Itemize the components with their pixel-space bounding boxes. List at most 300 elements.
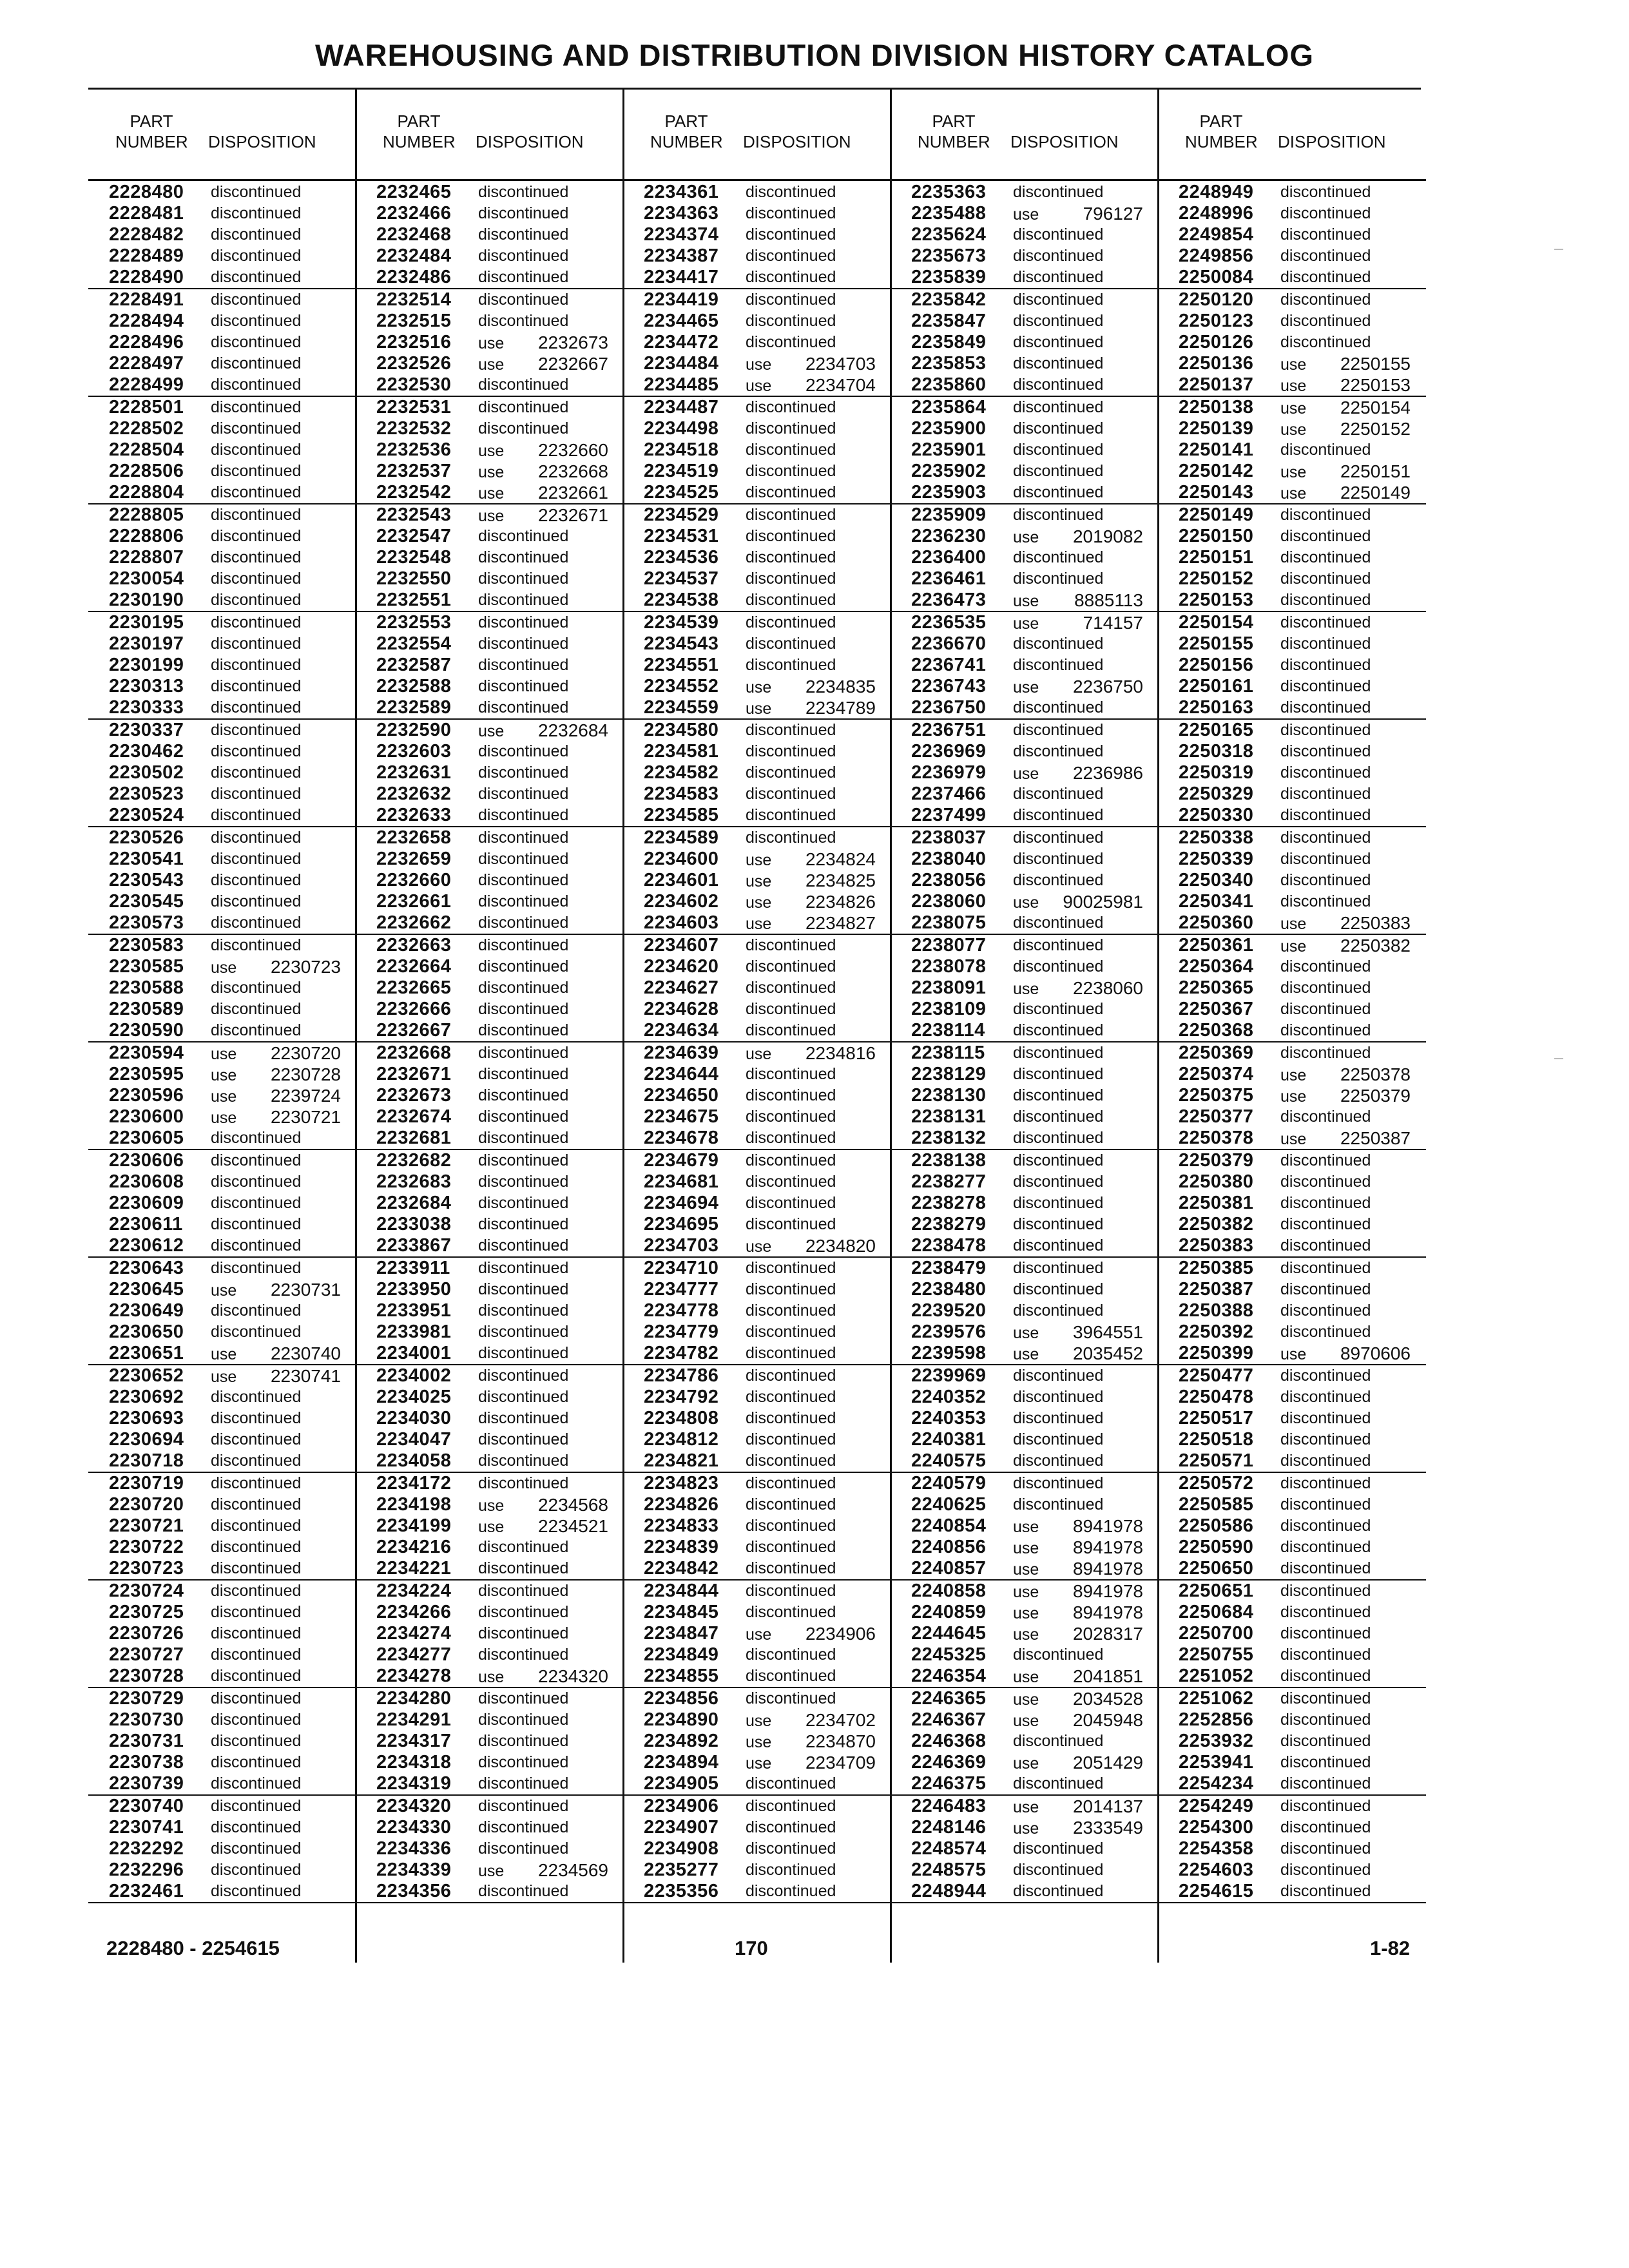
part-number: 2232588 (376, 676, 452, 697)
table-row (891, 1623, 1159, 1644)
part-number: 2235901 (911, 439, 987, 460)
disposition: discontinued (746, 785, 836, 803)
disposition-use: use (1013, 1820, 1039, 1838)
part-number: 2234786 (644, 1365, 719, 1386)
row-group (356, 397, 624, 505)
table-row (623, 397, 891, 418)
disposition: discontinued (1280, 1302, 1371, 1320)
part-number: 2230643 (109, 1258, 184, 1278)
disposition: discontinued (746, 1000, 836, 1018)
table-row (356, 1881, 624, 1902)
table-row (891, 418, 1159, 439)
table-row (356, 999, 624, 1020)
table-row (356, 956, 624, 977)
table-row (1158, 1838, 1426, 1860)
table-row (623, 332, 891, 353)
disposition (1013, 1709, 1143, 1732)
disposition: discontinued (1280, 1538, 1371, 1556)
disposition: discontinued (211, 936, 302, 954)
disposition: discontinued (746, 742, 836, 760)
part-number: 2232662 (376, 912, 452, 933)
disposition: discontinued (211, 441, 302, 459)
table-row (891, 439, 1159, 461)
part-number: 2249856 (1179, 245, 1254, 266)
disposition: discontinued (1013, 291, 1104, 309)
part-number: 2250650 (1179, 1558, 1254, 1579)
table-row (88, 762, 356, 783)
disposition: discontinued (1280, 591, 1371, 609)
disposition: discontinued (478, 979, 569, 997)
replacement-part-number: 2234816 (805, 1043, 876, 1063)
table-row (356, 1043, 624, 1064)
table-row (891, 568, 1159, 590)
disposition (478, 720, 608, 742)
table-row (891, 1602, 1159, 1623)
part-number: 2250571 (1179, 1450, 1254, 1471)
disposition: discontinued (478, 1474, 569, 1492)
row-group (1158, 397, 1426, 505)
disposition-use: use (1013, 1712, 1039, 1730)
table-row (891, 1537, 1159, 1558)
row-group (1158, 1258, 1426, 1365)
table-row (1158, 1150, 1426, 1171)
row-group (88, 1796, 356, 1903)
table-row (891, 505, 1159, 526)
disposition-use: use (1013, 1539, 1039, 1557)
table-row (891, 1150, 1159, 1171)
replacement-part-number: 3964551 (1072, 1322, 1143, 1342)
disposition-use: use (1013, 1798, 1039, 1816)
disposition: discontinued (746, 1409, 836, 1427)
disposition: discontinued (746, 1065, 836, 1083)
table-row (1158, 805, 1426, 826)
part-number: 2230720 (109, 1494, 184, 1515)
disposition: discontinued (746, 204, 836, 222)
table-row (623, 720, 891, 741)
part-number: 2238109 (911, 999, 987, 1019)
disposition (211, 1365, 341, 1388)
disposition: discontinued (478, 1818, 569, 1836)
part-number: 2235277 (644, 1860, 719, 1880)
table-row (1158, 935, 1426, 956)
table-row (1158, 1881, 1426, 1902)
table-row (891, 741, 1159, 762)
part-number: 2234274 (376, 1623, 452, 1644)
table-row (623, 783, 891, 805)
disposition: discontinued (1280, 1711, 1371, 1729)
table-row (356, 720, 624, 741)
table-row (356, 1473, 624, 1494)
row-group (1158, 720, 1426, 827)
row-group (1158, 827, 1426, 935)
table-row (623, 1731, 891, 1752)
table-row (891, 762, 1159, 783)
table-row (623, 1450, 891, 1472)
disposition: discontinued (211, 742, 302, 760)
disposition: discontinued (746, 829, 836, 847)
replacement-part-number: 2250149 (1340, 483, 1411, 503)
table-row (1158, 203, 1426, 224)
part-number: 2234627 (644, 977, 719, 998)
part-number: 2230462 (109, 741, 184, 762)
part-number: 2232667 (376, 1020, 452, 1041)
disposition: discontinued (1280, 1108, 1371, 1126)
disposition (746, 374, 876, 397)
table-row (88, 1365, 356, 1387)
row-group (356, 1688, 624, 1796)
part-number: 2251062 (1179, 1688, 1254, 1709)
disposition: discontinued (1280, 1689, 1371, 1707)
part-number: 2234319 (376, 1773, 452, 1794)
disposition: discontinued (1280, 1559, 1371, 1577)
table-row (1158, 1515, 1426, 1537)
row-group (891, 397, 1159, 505)
disposition (1013, 1623, 1143, 1646)
disposition (211, 1064, 341, 1086)
disposition-use: use (211, 1282, 237, 1300)
part-number: 2234525 (644, 482, 719, 503)
part-number: 2238077 (911, 935, 987, 956)
part-number: 2234905 (644, 1773, 719, 1794)
part-number: 2232671 (376, 1064, 452, 1084)
table-row (623, 1881, 891, 1902)
table-row (88, 912, 356, 934)
table-row (623, 1515, 891, 1537)
disposition: discontinued (478, 742, 569, 760)
part-number: 2250377 (1179, 1106, 1254, 1127)
disposition-use: use (1013, 678, 1039, 697)
table-row (356, 1644, 624, 1666)
disposition: discontinued (211, 291, 302, 309)
disposition: discontinued (1013, 850, 1104, 868)
table-row (891, 633, 1159, 655)
row-group (891, 827, 1159, 935)
table-row (88, 827, 356, 849)
table-row (1158, 439, 1426, 461)
disposition (478, 439, 608, 462)
disposition (1013, 1515, 1143, 1538)
table-row (1158, 633, 1426, 655)
part-number: 2250365 (1179, 977, 1254, 998)
disposition: discontinued (746, 226, 836, 244)
part-number: 2234278 (376, 1666, 452, 1686)
disposition: discontinued (211, 1495, 302, 1514)
disposition-use: use (478, 1668, 505, 1686)
disposition: discontinued (211, 247, 302, 265)
table-row (88, 655, 356, 676)
disposition-use: use (478, 442, 505, 460)
table-row (891, 1644, 1159, 1666)
part-number: 2230195 (109, 612, 184, 633)
table-row (356, 1321, 624, 1343)
disposition: discontinued (211, 1753, 302, 1771)
part-number: 2250137 (1179, 374, 1254, 395)
replacement-part-number: 2234820 (805, 1236, 876, 1256)
disposition: discontinued (211, 1774, 302, 1792)
disposition: discontinued (478, 226, 569, 244)
part-number: 2232547 (376, 526, 452, 546)
table-row (88, 1043, 356, 1064)
part-number: 2235624 (911, 224, 987, 245)
disposition: discontinued (478, 247, 569, 265)
part-number: 2234890 (644, 1709, 719, 1730)
header-disposition: DISPOSITION (1010, 132, 1119, 151)
disposition (746, 912, 876, 935)
disposition-use: use (1013, 528, 1039, 546)
table-row (623, 461, 891, 482)
replacement-part-number: 2234521 (537, 1516, 608, 1536)
table-row (891, 482, 1159, 503)
part-number: 2232514 (376, 289, 452, 310)
header-rule (1158, 179, 1426, 181)
part-number: 2232536 (376, 439, 452, 460)
table-row (891, 1731, 1159, 1752)
row-group (623, 1258, 891, 1365)
row-group (356, 1581, 624, 1688)
disposition: discontinued (1280, 312, 1371, 330)
row-group (623, 827, 891, 935)
part-number: 2250318 (1179, 741, 1254, 762)
disposition-use: use (1280, 377, 1307, 395)
part-number: 2240575 (911, 1450, 987, 1471)
part-number: 2234317 (376, 1731, 452, 1751)
table-row (1158, 912, 1426, 934)
part-number: 2232554 (376, 633, 452, 654)
header-part-line1: PART (664, 111, 708, 131)
replacement-part-number: 2234704 (805, 375, 876, 395)
part-number: 2234058 (376, 1450, 452, 1471)
disposition (211, 1279, 341, 1302)
row-group (891, 1796, 1159, 1903)
table-row (891, 720, 1159, 741)
part-number: 2228502 (109, 418, 184, 439)
part-number: 2232663 (376, 935, 452, 956)
disposition: discontinued (746, 1818, 836, 1836)
disposition-use: use (1013, 765, 1039, 783)
table-row (623, 1688, 891, 1709)
part-number: 2234221 (376, 1558, 452, 1579)
table-row (623, 439, 891, 461)
table-row (891, 612, 1159, 633)
table-row (88, 1623, 356, 1644)
table-row (88, 1020, 356, 1041)
table-row (356, 1279, 624, 1300)
disposition: discontinued (746, 419, 836, 437)
disposition-use: use (211, 1088, 237, 1106)
disposition: discontinued (478, 1689, 569, 1707)
disposition: discontinued (211, 1732, 302, 1750)
part-number: 2234681 (644, 1171, 719, 1192)
disposition: discontinued (211, 1474, 302, 1492)
table-row (88, 935, 356, 956)
table-row (88, 245, 356, 267)
table-row (623, 1602, 891, 1623)
table-row (88, 1171, 356, 1193)
disposition: discontinued (746, 1646, 836, 1664)
table-row (623, 1321, 891, 1343)
disposition: discontinued (1013, 1215, 1104, 1233)
part-number: 2234679 (644, 1150, 719, 1171)
part-number: 2254249 (1179, 1796, 1254, 1816)
part-number: 2230645 (109, 1279, 184, 1300)
disposition: discontinued (211, 1173, 302, 1191)
part-number: 2228480 (109, 182, 184, 202)
table-row (891, 697, 1159, 718)
part-number: 2234812 (644, 1429, 719, 1450)
disposition: discontinued (1280, 785, 1371, 803)
table-row (88, 182, 356, 203)
table-row (623, 1623, 891, 1644)
table-row (891, 1020, 1159, 1041)
disposition: discontinued (1013, 268, 1104, 286)
replacement-part-number: 2234906 (805, 1624, 876, 1644)
disposition: discontinued (211, 1021, 302, 1039)
disposition: discontinued (478, 1711, 569, 1729)
replacement-part-number: 2234827 (805, 913, 876, 933)
disposition: discontinued (1013, 1065, 1104, 1083)
table-row (623, 1235, 891, 1256)
disposition (1013, 1558, 1143, 1581)
table-row (356, 505, 624, 526)
table-row (88, 1537, 356, 1558)
part-number: 2234823 (644, 1473, 719, 1494)
part-number: 2230197 (109, 633, 184, 654)
table-row (356, 418, 624, 439)
disposition: discontinued (1013, 1086, 1104, 1104)
part-number: 2230583 (109, 935, 184, 956)
disposition (478, 1494, 608, 1517)
disposition (1013, 676, 1143, 698)
table-row (623, 1043, 891, 1064)
table-row (623, 1150, 891, 1171)
replacement-part-number: 2239724 (270, 1086, 341, 1106)
disposition: discontinued (1280, 1367, 1371, 1385)
table-row (623, 1537, 891, 1558)
disposition: discontinued (1280, 1194, 1371, 1212)
row-group (623, 1150, 891, 1258)
part-number: 2234710 (644, 1258, 719, 1278)
part-number: 2228506 (109, 461, 184, 481)
part-number: 2245325 (911, 1644, 987, 1665)
disposition: discontinued (478, 764, 569, 782)
table-row (891, 1387, 1159, 1408)
row-group (891, 1150, 1159, 1258)
disposition: discontinued (211, 871, 302, 889)
part-number: 2239576 (911, 1321, 987, 1342)
part-number: 2238115 (911, 1043, 985, 1063)
row-group (356, 1258, 624, 1365)
disposition: discontinued (1280, 979, 1371, 997)
disposition: discontinued (746, 1323, 836, 1341)
part-number: 2232668 (376, 1043, 452, 1063)
part-number: 2240857 (911, 1558, 987, 1579)
table-row (88, 1150, 356, 1171)
part-number: 2234808 (644, 1408, 719, 1428)
table-row (1158, 697, 1426, 718)
table-row (623, 482, 891, 503)
part-number: 2250152 (1179, 568, 1254, 589)
disposition (1280, 1064, 1411, 1086)
disposition: discontinued (478, 1797, 569, 1815)
disposition: discontinued (746, 1173, 836, 1191)
header-part-number (1185, 111, 1257, 152)
disposition: discontinued (1280, 698, 1371, 716)
part-number: 2234025 (376, 1387, 452, 1407)
title-rule (88, 88, 1421, 90)
disposition-use: use (1013, 206, 1039, 224)
disposition-use: use (478, 356, 505, 374)
disposition: discontinued (746, 1452, 836, 1470)
disposition: discontinued (478, 785, 569, 803)
disposition: discontinued (1013, 1151, 1104, 1169)
table-row (891, 311, 1159, 332)
replacement-part-number: 2230731 (270, 1280, 341, 1300)
part-number: 2236969 (911, 741, 987, 762)
part-number: 2234839 (644, 1537, 719, 1557)
disposition: discontinued (1280, 204, 1371, 222)
table-row (356, 1817, 624, 1838)
table-row (88, 956, 356, 977)
table-row (356, 1752, 624, 1773)
disposition-use: use (1013, 1626, 1039, 1644)
header-rule (356, 179, 624, 181)
table-row (1158, 289, 1426, 311)
part-number: 2234374 (644, 224, 719, 245)
disposition: discontinued (478, 1409, 569, 1427)
row-group (356, 289, 624, 397)
disposition: discontinued (746, 1474, 836, 1492)
header-part-number (383, 111, 455, 152)
part-number: 2234387 (644, 245, 719, 266)
disposition: discontinued (478, 548, 569, 566)
disposition (746, 697, 876, 720)
part-number: 2230726 (109, 1623, 184, 1644)
disposition: discontinued (478, 892, 569, 910)
disposition-use: use (1013, 615, 1039, 633)
table-row (623, 1020, 891, 1041)
table-row (1158, 891, 1426, 912)
replacement-part-number: 2250151 (1340, 461, 1411, 481)
table-row (623, 245, 891, 267)
disposition: discontinued (478, 1624, 569, 1642)
catalog-column (88, 103, 356, 1901)
replacement-part-number: 796127 (1083, 204, 1143, 224)
disposition-use: use (1013, 1345, 1039, 1363)
table-row (88, 741, 356, 762)
table-row (891, 461, 1159, 482)
table-row (623, 1193, 891, 1214)
disposition: discontinued (478, 1259, 569, 1277)
row-group (88, 1688, 356, 1796)
row-group (623, 720, 891, 827)
table-row (88, 977, 356, 999)
table-row (88, 1817, 356, 1838)
table-row (891, 547, 1159, 568)
part-number: 2235864 (911, 397, 987, 418)
table-row (88, 849, 356, 870)
row-group (88, 505, 356, 612)
part-number: 2234826 (644, 1494, 719, 1515)
table-row (356, 1537, 624, 1558)
disposition: discontinued (1280, 226, 1371, 244)
table-row (356, 1581, 624, 1602)
disposition: discontinued (746, 1086, 836, 1104)
part-number: 2250590 (1179, 1537, 1254, 1557)
disposition: discontinued (211, 1797, 302, 1815)
disposition: discontinued (1280, 1409, 1371, 1427)
disposition: discontinued (211, 721, 302, 739)
disposition: discontinued (1280, 1474, 1371, 1492)
